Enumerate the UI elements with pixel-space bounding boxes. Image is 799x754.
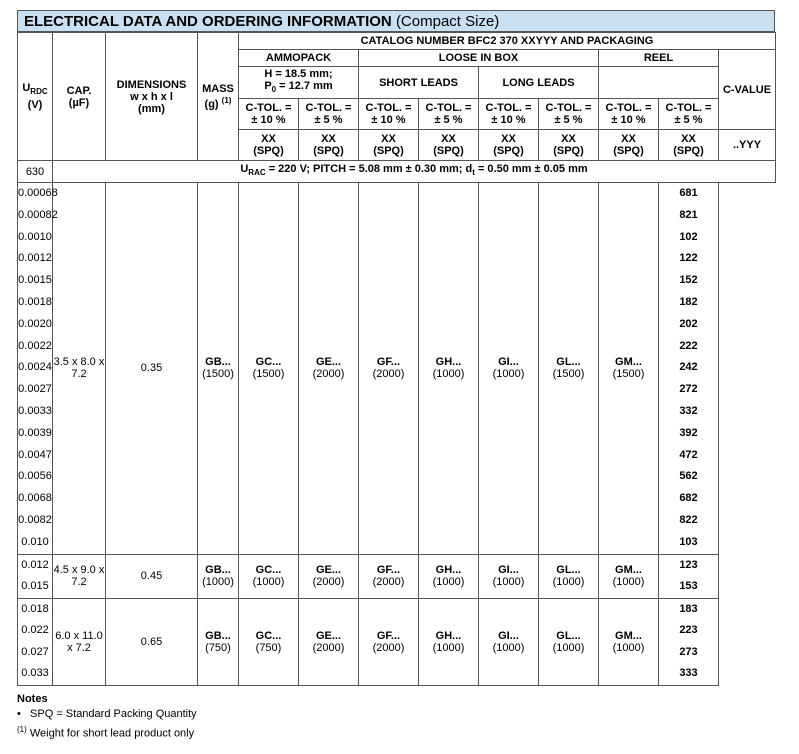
- spq-header-6: XX (SPQ): [539, 130, 599, 161]
- notes-title: Notes: [17, 693, 48, 705]
- code-prefix: GH...: [435, 629, 462, 642]
- ordering-table: [17, 32, 776, 686]
- code-prefix: GI...: [498, 564, 519, 577]
- cvalue: 392: [679, 426, 698, 439]
- cap-value: 0.0010: [18, 230, 52, 243]
- mass-value: 0.65: [106, 598, 198, 685]
- code-prefix: GI...: [498, 629, 519, 642]
- ammopack-spec: H = 18.5 mm; $P_0 = 12.7$ mm: [239, 67, 359, 99]
- cvalue-list: [659, 598, 719, 685]
- cap-list: [18, 554, 53, 598]
- cap-value: 0.0027: [18, 383, 52, 396]
- code-prefix: GC...: [255, 564, 282, 577]
- catalog-code: [359, 554, 419, 598]
- cap-value: 0.027: [21, 645, 49, 658]
- code-spq: (1000): [492, 368, 525, 381]
- catalog-code: [599, 598, 659, 685]
- code-spq: (2000): [312, 576, 345, 589]
- catalog-code: [198, 554, 239, 598]
- title-main: ELECTRICAL DATA AND ORDERING INFORMATION: [24, 13, 392, 30]
- notes: [17, 692, 197, 742]
- cvalue: 183: [679, 602, 698, 615]
- code-prefix: GB...: [205, 629, 231, 642]
- cvalue: 102: [679, 230, 698, 243]
- cap-value: 0.0047: [18, 448, 52, 461]
- code-prefix: GM...: [615, 564, 642, 577]
- cap-value: 0.0018: [18, 295, 52, 308]
- cap-list: [18, 183, 58, 555]
- cap-value: 0.0022: [18, 339, 52, 352]
- cvalue: 123: [679, 558, 698, 571]
- ctol-header-6: C-TOL. = ± 5 %: [539, 99, 599, 130]
- ctol-header-2: C-TOL. = ± 5 %: [299, 99, 359, 130]
- cap-value: 0.015: [21, 580, 49, 593]
- code-prefix: GF...: [376, 629, 401, 642]
- cvalue: 333: [679, 667, 698, 680]
- cap-value: 0.018: [21, 602, 49, 615]
- cap-value: 0.010: [21, 535, 49, 548]
- cvalue: 472: [679, 448, 698, 461]
- cvalue: 222: [679, 339, 698, 352]
- code-prefix: GM...: [615, 356, 642, 369]
- cap-value: 0.0015: [18, 274, 52, 287]
- catalog-code: [359, 183, 419, 555]
- catalog-code: [599, 183, 659, 555]
- reel-spec-empty: [599, 67, 719, 99]
- datasheet: [17, 10, 775, 686]
- code-spq: (2000): [312, 368, 345, 381]
- code-prefix: GL...: [556, 564, 581, 577]
- code-spq: (1500): [252, 368, 285, 381]
- code-prefix: GE...: [315, 356, 342, 369]
- cvalue-list: [659, 554, 719, 598]
- cap-value: 0.0033: [18, 404, 52, 417]
- cvalue: 681: [679, 187, 698, 199]
- cvalue: 242: [679, 361, 698, 374]
- code-prefix: GF...: [376, 356, 401, 369]
- catalog-code: [419, 183, 479, 555]
- cvalue: 332: [679, 404, 698, 417]
- cvalue-list: [659, 183, 719, 555]
- catalog-code: [539, 554, 599, 598]
- cap-value: 0.0039: [18, 426, 52, 439]
- cvalue: 273: [679, 645, 698, 658]
- code-prefix: GF...: [376, 564, 401, 577]
- code-spq: (1500): [202, 368, 234, 381]
- cap-value: 0.0082: [18, 513, 52, 526]
- cap-value: 0.012: [21, 558, 49, 571]
- dimensions-header: DIMENSIONS w x h x l (mm): [106, 33, 198, 161]
- cvalue: 103: [679, 535, 698, 548]
- group-row: [18, 598, 776, 685]
- dimensions-value: 6.0 x 11.0 x 7.2: [53, 598, 106, 685]
- code-prefix: GH...: [435, 564, 462, 577]
- spq-header-4: XX (SPQ): [419, 130, 479, 161]
- cvalue-yyy-header: ..YYY: [719, 130, 776, 161]
- cap-list: [18, 598, 53, 685]
- code-spq: (750): [255, 641, 282, 654]
- catalog-code: [198, 598, 239, 685]
- code-prefix: GC...: [255, 356, 282, 369]
- urdc-header: $U_{RDC}$ (V): [18, 33, 53, 161]
- long-leads-header: LONG LEADS: [479, 67, 599, 99]
- catalog-code: [299, 183, 359, 555]
- code-spq: (1000): [552, 576, 585, 589]
- code-prefix: GH...: [435, 356, 462, 369]
- code-prefix: GL...: [556, 356, 581, 369]
- spq-header-7: XX (SPQ): [599, 130, 659, 161]
- code-spq: (1000): [432, 576, 465, 589]
- ammopack-header: AMMOPACK: [239, 50, 359, 67]
- short-leads-header: SHORT LEADS: [359, 67, 479, 99]
- ctol-header-7: C-TOL. = ± 10 %: [599, 99, 659, 130]
- code-spq: (1000): [492, 641, 525, 654]
- condition-row: $U_{RAC} = 220$ V; PITCH = 5.08 mm ± 0.30 mm; $d_t = 0.50$ mm ± 0.05 mm: [53, 161, 776, 183]
- catalog-code: [299, 598, 359, 685]
- catalog-code: [539, 183, 599, 555]
- note-spq: • SPQ = Standard Packing Quantity: [17, 708, 197, 720]
- code-prefix: GI...: [498, 356, 519, 369]
- cvalue: 822: [679, 513, 698, 526]
- cap-value: 0.0012: [18, 252, 52, 265]
- code-spq: (1000): [492, 576, 525, 589]
- cvalue: 821: [679, 208, 698, 221]
- cap-value: 0.0020: [18, 317, 52, 330]
- cap-value: 0.0068: [18, 492, 52, 505]
- mass-header: MASS (g) $^{(1)}$: [198, 33, 239, 161]
- mass-value: 0.35: [106, 183, 198, 555]
- catalog-code: [239, 554, 299, 598]
- spq-header-5: XX (SPQ): [479, 130, 539, 161]
- code-spq: (1000): [432, 368, 465, 381]
- cvalue-header: C-VALUE: [719, 50, 776, 130]
- spq-header-2: XX (SPQ): [299, 130, 359, 161]
- group-row: [18, 554, 776, 598]
- code-spq: (1000): [612, 576, 645, 589]
- code-spq: (2000): [372, 641, 405, 654]
- spq-header-8: XX (SPQ): [659, 130, 719, 161]
- cap-value: 0.033: [21, 667, 49, 680]
- code-prefix: GE...: [315, 564, 342, 577]
- code-prefix: GC...: [255, 629, 282, 642]
- code-spq: (2000): [312, 641, 345, 654]
- ctol-header-3: C-TOL. = ± 10 %: [359, 99, 419, 130]
- code-spq: (2000): [372, 368, 405, 381]
- catalog-code: [599, 554, 659, 598]
- reel-header: REEL: [599, 50, 719, 67]
- title-sub: (Compact Size): [395, 13, 500, 30]
- loose-header: LOOSE IN BOX: [359, 50, 599, 67]
- cap-header: CAP. (µF): [53, 33, 106, 161]
- cap-value: 0.00068: [18, 187, 58, 199]
- catalog-code: [479, 598, 539, 685]
- cvalue: 223: [679, 624, 698, 637]
- cap-value: 0.0024: [18, 361, 52, 374]
- catalog-header: CATALOG NUMBER BFC2 370 XXYYY AND PACKAGING: [239, 33, 776, 50]
- catalog-code: [419, 554, 479, 598]
- ctol-header-4: C-TOL. = ± 5 %: [419, 99, 479, 130]
- code-spq: (1000): [612, 641, 645, 654]
- code-prefix: GB...: [205, 356, 231, 369]
- cvalue: 272: [679, 383, 698, 396]
- code-spq: (1000): [202, 576, 234, 589]
- catalog-code: [239, 598, 299, 685]
- table-title: [17, 10, 775, 32]
- code-prefix: GE...: [315, 629, 342, 642]
- cvalue: 682: [679, 492, 698, 505]
- code-spq: (1000): [432, 641, 465, 654]
- code-spq: (1000): [552, 641, 585, 654]
- cap-value: 0.0056: [18, 470, 52, 483]
- catalog-code: [479, 183, 539, 555]
- note-weight: $^{(1)}$ Weight for short lead product only: [17, 725, 195, 740]
- code-spq: (1500): [612, 368, 645, 381]
- cvalue: 562: [679, 470, 698, 483]
- code-spq: (2000): [372, 576, 405, 589]
- code-prefix: GL...: [556, 629, 581, 642]
- cvalue: 182: [679, 295, 698, 308]
- cvalue: 202: [679, 317, 698, 330]
- code-prefix: GB...: [205, 564, 231, 577]
- cap-value: 0.00082: [18, 208, 58, 221]
- ctol-header-5: C-TOL. = ± 10 %: [479, 99, 539, 130]
- ctol-header-8: C-TOL. = ± 5 %: [659, 99, 719, 130]
- catalog-code: [359, 598, 419, 685]
- mass-value: 0.45: [106, 554, 198, 598]
- group-row: [18, 183, 776, 555]
- catalog-code: [299, 554, 359, 598]
- code-prefix: GM...: [615, 629, 642, 642]
- catalog-code: [539, 598, 599, 685]
- cvalue: 152: [679, 274, 698, 287]
- code-spq: (1000): [252, 576, 285, 589]
- catalog-code: [239, 183, 299, 555]
- dimensions-value: 3.5 x 8.0 x 7.2: [53, 183, 106, 555]
- code-spq: (750): [205, 641, 231, 654]
- cap-value: 0.022: [21, 624, 49, 637]
- catalog-code: [479, 554, 539, 598]
- catalog-code: [419, 598, 479, 685]
- spq-header-3: XX (SPQ): [359, 130, 419, 161]
- code-spq: (1500): [552, 368, 585, 381]
- spq-header-1: XX (SPQ): [239, 130, 299, 161]
- cvalue: 153: [679, 580, 698, 593]
- dimensions-value: 4.5 x 9.0 x 7.2: [53, 554, 106, 598]
- catalog-code: [198, 183, 239, 555]
- voltage-cell: 630: [18, 161, 53, 183]
- cvalue: 122: [679, 252, 698, 265]
- ctol-header-1: C-TOL. = ± 10 %: [239, 99, 299, 130]
